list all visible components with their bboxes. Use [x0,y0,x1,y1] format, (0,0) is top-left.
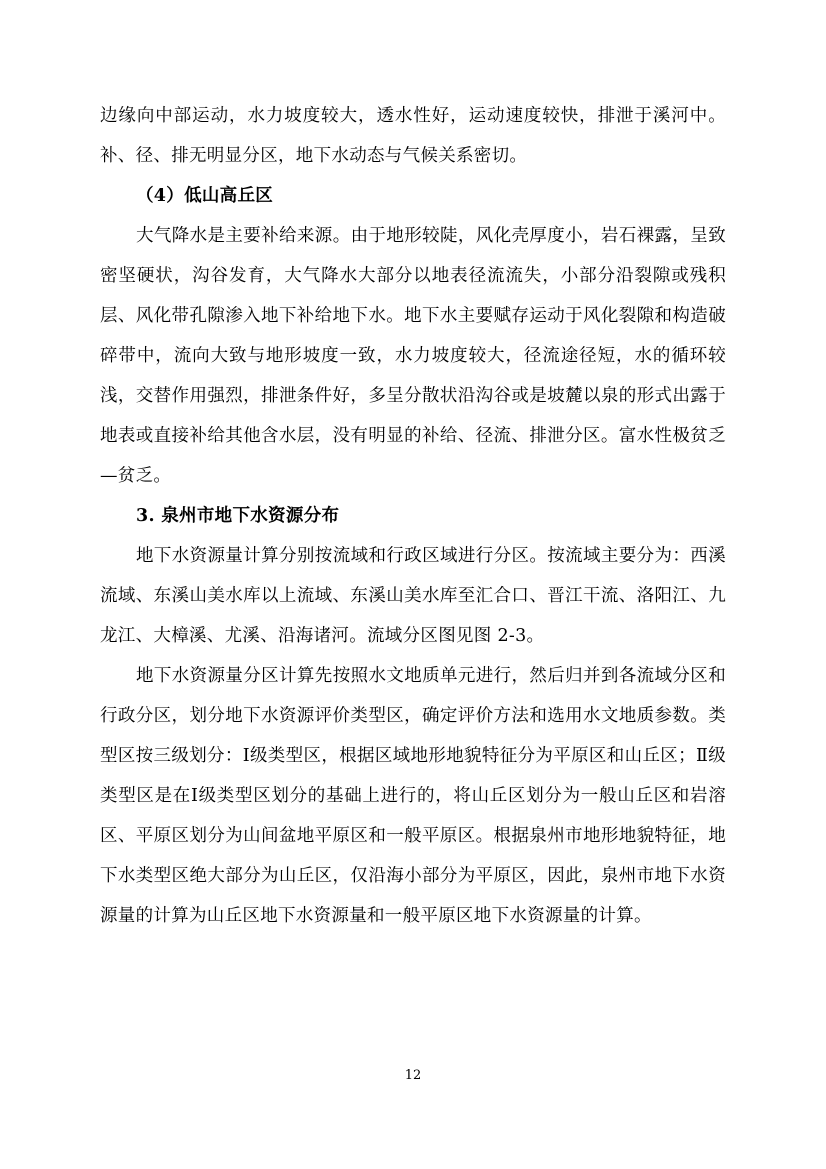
section-heading-groundwater-distribution: 3. 泉州市地下水资源分布 [136,506,340,526]
page-body [100,96,726,936]
page-number: 12 [404,1068,422,1083]
paragraph-basin-division: 地下水资源量计算分别按流域和行政区域进行分区。按流域主要分为：西溪流域、东溪山美水库以上流域、东溪山美水库至汇合口、晋江干流、洛阳江、九龙江、大樟溪、尤溪、沿海诸河。流域分区图见图 2-3。 [100,546,726,646]
paragraph-low-mountain-body: 大气降水是主要补给来源。由于地形较陡，风化壳厚度小，岩石裸露，呈致密坚硬状，沟谷发育，大气降水大部分以地表径流流失，小部分沿裂隙或残积层、风化带孔隙渗入地下补给地下水。地下水主要赋存运动于风化裂隙和构造破碎带中，流向大致与地形坡度一致，水力坡度较大，径流途径短，水的循环较浅，交替作用强烈，排泄条件好，多呈分散状沿沟谷或是坡麓以泉的形式出露于地表或直接补给其他含水层，没有明显的补给、径流、排泄分区。富水性极贫乏—贫乏。 [100,226,726,486]
paragraph-type-zones: 地下水资源量分区计算先按照水文地质单元进行，然后归并到各流域分区和行政分区，划分地下水资源评价类型区，确定评价方法和选用水文地质参数。类型区按三级划分：Ⅰ级类型区，根据区域地形地貌特征分为平原区和山丘区；Ⅱ级类型区是在Ⅰ级类型区划分的基础上进行的，将山丘区划分为一般山丘区和岩溶区、平原区划分为山间盆地平原区和一般平原区。根据泉州市地形地貌特征，地下水类型区绝大部分为山丘区，仅沿海小部分为平原区，因此，泉州市地下水资源量的计算为山丘区地下水资源量和一般平原区地下水资源量的计算。 [100,666,726,926]
section-heading-low-mountain: （4）低山高丘区 [136,186,274,206]
paragraph-continuation: 边缘向中部运动，水力坡度较大，透水性好，运动速度较快，排泄于溪河中。补、径、排无明显分区，地下水动态与气候关系密切。 [100,106,726,166]
